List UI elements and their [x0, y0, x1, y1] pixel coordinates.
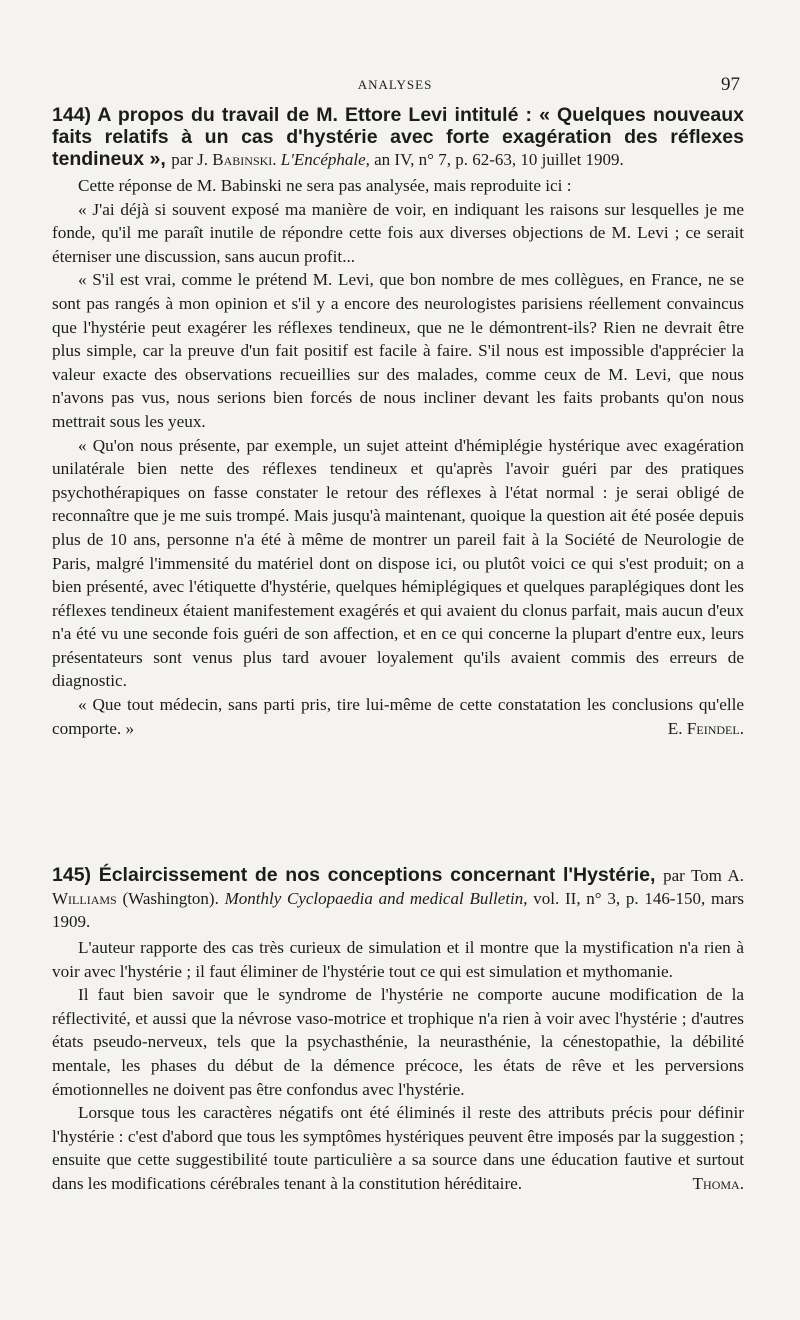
article-145 — [52, 864, 744, 1196]
article-144-title: A propos du travail de M. Ettore Levi intitulé : « Quelques nouveaux faits relatifs à un cas d'hystérie avec forte exagération des réflexes tendineux », — [52, 104, 744, 170]
running-head-title: ANALYSES — [357, 77, 433, 92]
article-144-citation-rest: an IV, n° 7, p. 62-63, 10 juillet 1909. — [374, 150, 624, 169]
article-144-journal: L'Encéphale, — [280, 150, 370, 169]
page-number: 97 — [721, 74, 740, 95]
article-145-signature: Thoma. — [692, 1173, 744, 1193]
article-144-author: Babinski. — [212, 150, 277, 169]
article-144 — [52, 104, 744, 740]
article-144-citation-prefix: par J. — [171, 150, 209, 169]
article-144-number: 144) — [52, 104, 92, 126]
article-144-heading — [52, 104, 744, 171]
article-144-paragraph: « S'il est vrai, comme le prétend M. Levi, que bon nombre de mes collègues, en France, ne se sont pas rangés à mon opinion et s'il y a encore des neurologistes parisiens réellement convaincus que l'hystérie peut exagérer les réflexes tendineux, que ne le démontrent-ils? Rien ne devrait être plus simple, car la preuve d'un fait positif est facile à faire. S'il nous est impossible d'apprécier la valeur exacte des observations recueillies sur des malades, comme ceux de M. Levi, que nous n'avons pas vus, nous serions bien forcés de nous incliner devant les faits probants qu'on nous mettrait sous les yeux. — [52, 270, 744, 431]
article-145-paragraph: L'auteur rapporte des cas très curieux de simulation et il montre que la mystification n'a rien à voir avec l'hystérie ; il faut éliminer de l'hystérie tout ce qui est simulation et mythomanie. — [52, 938, 744, 981]
article-145-paragraph: Il faut bien savoir que le syndrome de l'hystérie ne comporte aucune modification de la réflectivité, et aussi que la névrose vaso-motrice et trophique n'a rien à voir avec l'hystérie ; d'autres états pseudo-nerveux, tels que la psychasthénie, la neurasthénie, la cénestopathie, la débilité mentale, les phases du début de la démence précoce, les états de rêve et les perversions émotionnelles ne doivent pas être confondus avec l'hystérie. — [52, 985, 744, 1099]
article-144-citation — [171, 150, 624, 169]
article-145-citation-place: (Washington). — [122, 889, 219, 908]
article-145-citation-prefix: par Tom A. — [663, 866, 744, 885]
article-144-signature: E. Feindel. — [667, 718, 744, 738]
article-145-journal: Monthly Cyclopaedia and medical Bulletin, — [224, 889, 528, 908]
article-144-paragraph: « Qu'on nous présente, par exemple, un sujet atteint d'hémiplégie hystérique avec exagération unilatérale bien nette des réflexes tendineux et qu'après l'avoir guéri par des pratiques psychothérapiques on fasse constater le retour des réflexes à l'état normal : je serai obligé de reconnaître que je me suis trompé. Mais jusqu'à maintenant, quoique la question ait été posée depuis plus de 10 ans, personne n'a été à même de montrer un pareil fait à la Société de Neurologie de Paris, malgré l'immensité du matériel dont on dispose ici, ou plutôt voici ce qui s'est produit; on a bien présenté, avec l'étiquette d'hystérie, quelques hémiplégiques et quelques paraplégiques dont les réflexes tendineux étaient manifestement exagérés et qui avaient du clonus parfait, mais aucun d'eux n'a été vu une seconde fois guéri de son affection, et en ce qui concerne la plupart d'entre eux, leurs présentateurs sont venus plus tard avouer loyalement qu'ils avaient commis des erreurs de diagnostic. — [52, 435, 744, 691]
article-144-paragraph: « J'ai déjà si souvent exposé ma manière de voir, en indiquant les raisons sur lesquelles je me fonde, qu'il me paraît inutile de répondre cette fois aux diverses objections de M. Levi ; ce serait éterniser une discussion, sans aucun profit... — [52, 199, 744, 266]
article-145-author: Williams — [52, 889, 117, 908]
article-145-title: Éclaircissement de nos conceptions concernant l'Hystérie, — [98, 864, 656, 886]
article-145-closing-text: Lorsque tous les caractères négatifs ont été éliminés il reste des attributs précis pour définir l'hystérie : c'est d'abord que tous les symptômes hystériques peuvent être imposés par la suggestion ; ensuite que cette suggestibilité toute particulière a sa source dans une éducation fautive et surtout dans les modifications cérébrales tenant à la constitution héréditaire. — [52, 1103, 744, 1193]
article-145-number: 145) — [52, 864, 92, 886]
article-145-heading — [52, 864, 744, 933]
article-144-closing-text: « Que tout médecin, sans parti pris, tire lui-même de cette constatation les conclusions qu'elle comporte. » — [52, 695, 744, 738]
article-144-paragraph: Cette réponse de M. Babinski ne sera pas analysée, mais reproduite ici : — [78, 176, 572, 195]
article-145-paragraph-last — [52, 1101, 744, 1195]
running-head — [50, 74, 740, 96]
article-145-citation-rest: vol. II, n° 3, p. 146-150, mars 1909. — [52, 889, 745, 931]
article-144-paragraph-last — [52, 693, 744, 740]
